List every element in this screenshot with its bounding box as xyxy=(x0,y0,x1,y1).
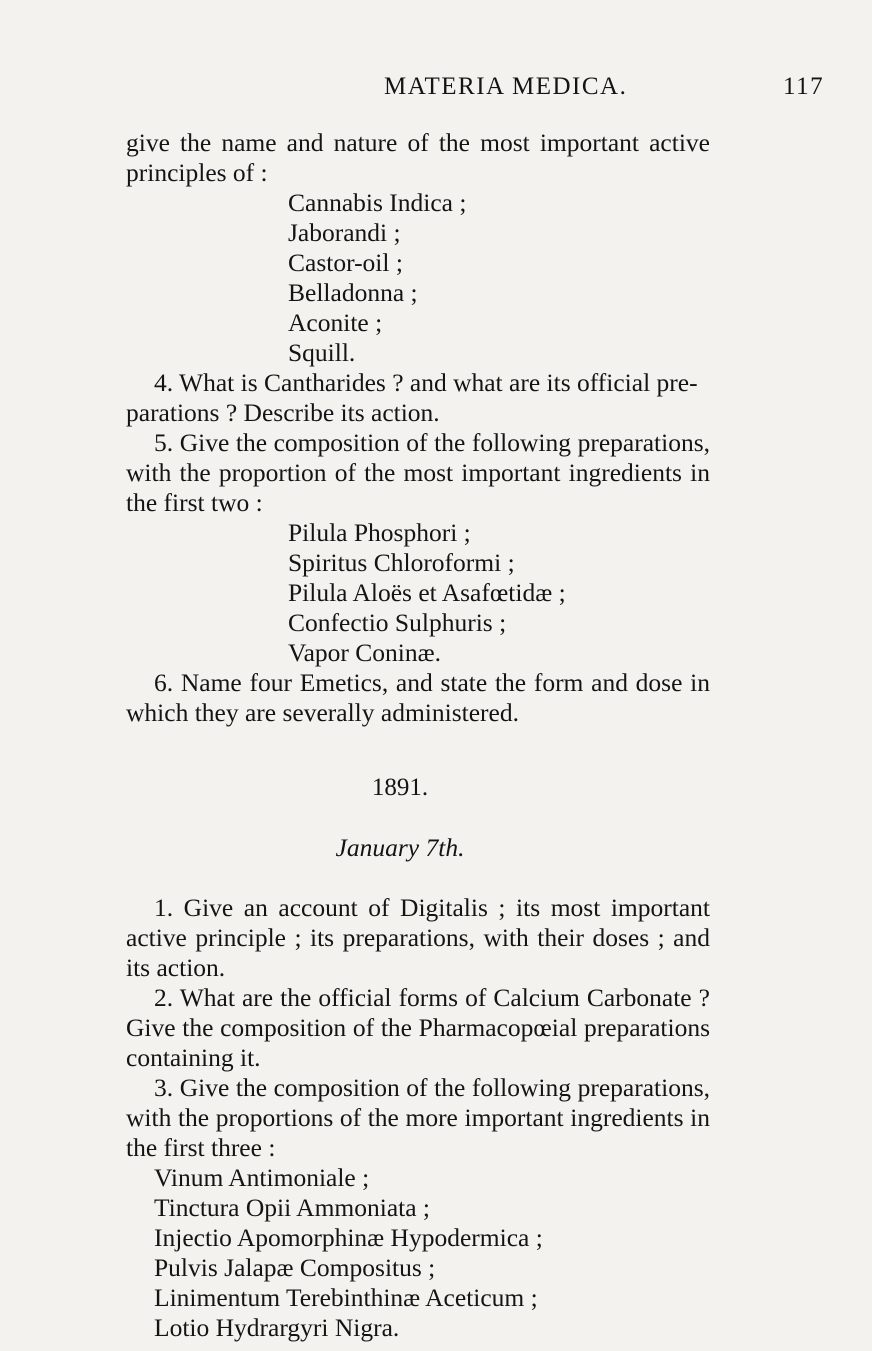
list-item: Pilula Aloës et Asafœtidæ ; xyxy=(288,578,566,607)
list-item: Injectio Apomorphinæ Hypodermica ; xyxy=(154,1223,543,1252)
paragraph-line: the first three : xyxy=(126,1133,276,1162)
running-title: MATERIA MEDICA. xyxy=(384,73,628,100)
list-item: Vapor Coninæ. xyxy=(288,638,441,667)
paragraph-line: principles of : xyxy=(126,158,268,187)
question-4-line: 4. What is Cantharides ? and what are its official pre- xyxy=(154,368,698,397)
paragraph-line: with the proportions of the more important ingredients in xyxy=(126,1103,710,1132)
paragraph-line: active principle ; its preparations, with their doses ; and xyxy=(126,923,710,952)
paragraph-line: with the proportion of the most important ingredients in xyxy=(126,458,710,487)
list-item: Belladonna ; xyxy=(288,278,418,307)
question-1-line: 1. Give an account of Digitalis ; its most important xyxy=(154,893,710,922)
paragraph-line: which they are severally administered. xyxy=(126,698,519,727)
paragraph-line: its action. xyxy=(126,953,226,982)
question-3-line: 3. Give the composition of the following preparations, xyxy=(154,1073,710,1102)
page-number: 117 xyxy=(783,73,825,100)
list-item: Aconite ; xyxy=(288,308,383,337)
paragraph-line: the first two : xyxy=(126,488,263,517)
paragraph-line: containing it. xyxy=(126,1043,261,1072)
list-item: Tinctura Opii Ammoniata ; xyxy=(154,1193,431,1222)
question-5-line: 5. Give the composition of the following preparations, xyxy=(154,428,710,457)
list-item: Pilula Phosphori ; xyxy=(288,518,471,547)
section-date-heading: January 7th. xyxy=(335,833,465,862)
list-item: Lotio Hydrargyri Nigra. xyxy=(154,1313,400,1342)
list-item: Confectio Sulphuris ; xyxy=(288,608,507,637)
list-item: Cannabis Indica ; xyxy=(288,188,467,217)
list-item: Vinum Antimoniale ; xyxy=(154,1163,370,1192)
list-item: Jaborandi ; xyxy=(288,218,401,247)
question-6-line: 6. Name four Emetics, and state the form and dose in xyxy=(154,668,710,697)
list-item: Squill. xyxy=(288,338,356,367)
section-year-heading: 1891. xyxy=(371,774,429,801)
question-2-line: 2. What are the official forms of Calcium Carbonate ? xyxy=(154,983,710,1012)
list-item: Pulvis Jalapæ Compositus ; xyxy=(154,1253,436,1282)
list-item: Spiritus Chloroformi ; xyxy=(288,548,515,577)
list-item: Linimentum Terebinthinæ Aceticum ; xyxy=(154,1283,538,1312)
paragraph-line: Give the composition of the Pharmacopœial preparations xyxy=(126,1013,710,1042)
paragraph-line: give the name and nature of the most important active xyxy=(126,128,710,157)
list-item: Castor-oil ; xyxy=(288,248,403,277)
paragraph-line: parations ? Describe its action. xyxy=(126,398,440,427)
